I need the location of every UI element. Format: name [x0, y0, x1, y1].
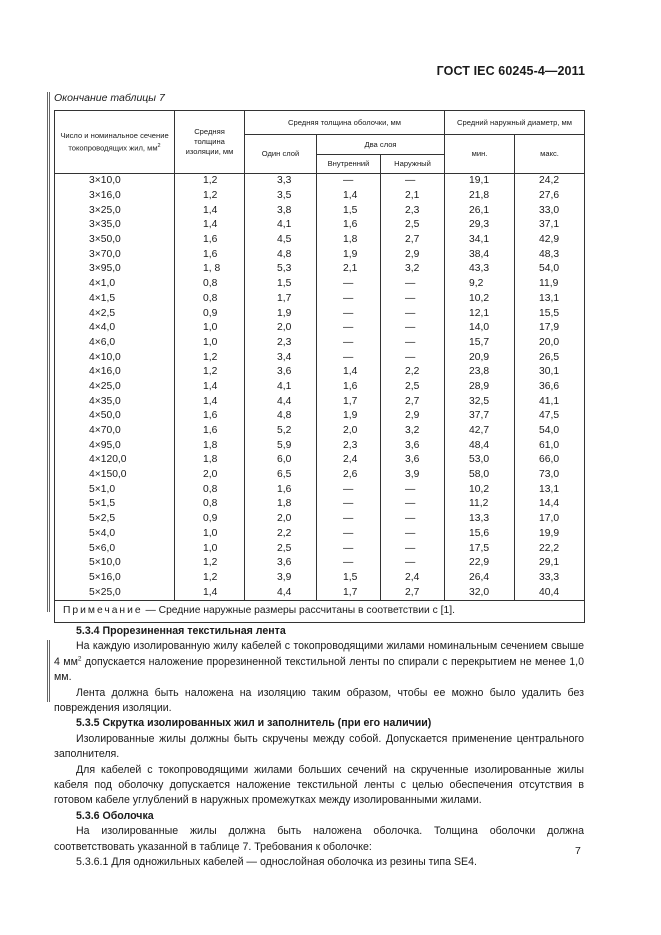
- table-cell: 3,6: [381, 453, 445, 468]
- table-cell: 3,3: [245, 174, 317, 189]
- table-cell: 13,3: [445, 512, 515, 527]
- table-cell: 37,7: [445, 409, 515, 424]
- header-max: макс.: [515, 135, 585, 174]
- table-cell: 5×4,0: [55, 527, 175, 542]
- table-row: [55, 468, 585, 483]
- table-cell: 4,5: [245, 233, 317, 248]
- table-cell: 0,8: [175, 277, 245, 292]
- table-row: [55, 189, 585, 204]
- table-cell: 66,0: [515, 453, 585, 468]
- table-cell: 13,1: [515, 292, 585, 307]
- table-row: [55, 247, 585, 262]
- table-cell: 10,2: [445, 482, 515, 497]
- table-cell: 3,9: [381, 468, 445, 483]
- table-cell: 15,7: [445, 336, 515, 351]
- table-cell: 4,4: [245, 394, 317, 409]
- table-cell: —: [381, 292, 445, 307]
- table-cell: 4×2,5: [55, 306, 175, 321]
- revision-bar: [49, 640, 50, 702]
- table-cell: 2,7: [381, 394, 445, 409]
- section-heading: 5.3.4 Прорезиненная текстильная лента: [76, 625, 286, 637]
- table-cell: 1,9: [317, 247, 381, 262]
- table-cell: 43,3: [445, 262, 515, 277]
- table-row: [55, 233, 585, 248]
- table-cell: —: [381, 527, 445, 542]
- table-cell: 2,7: [381, 233, 445, 248]
- table-cell: —: [381, 512, 445, 527]
- paragraph: Лента должна быть наложена на изоляцию таким образом, чтобы ее можно было удалить без повреждения изоляции.: [54, 686, 584, 715]
- table-cell: 3×70,0: [55, 247, 175, 262]
- table-cell: 1,4: [175, 218, 245, 233]
- table-cell: 4×50,0: [55, 409, 175, 424]
- table-row: [55, 292, 585, 307]
- table-cell: 24,2: [515, 174, 585, 189]
- sheath-dimensions-table: [54, 110, 585, 623]
- table-cell: 33,0: [515, 203, 585, 218]
- table-cell: —: [317, 321, 381, 336]
- table-cell: 26,5: [515, 350, 585, 365]
- table-cell: 27,6: [515, 189, 585, 204]
- table-cell: 19,1: [445, 174, 515, 189]
- table-cell: 5×1,5: [55, 497, 175, 512]
- table-cell: 38,4: [445, 247, 515, 262]
- table-cell: 0,8: [175, 497, 245, 512]
- table-cell: 42,9: [515, 233, 585, 248]
- table-row: [55, 527, 585, 542]
- table-cell: 4,4: [245, 585, 317, 600]
- table-cell: 41,1: [515, 394, 585, 409]
- table-cell: 1,2: [175, 350, 245, 365]
- table-row: [55, 203, 585, 218]
- header-outer: Наружный: [381, 155, 445, 174]
- table-cell: 3,5: [245, 189, 317, 204]
- table-row: [55, 174, 585, 189]
- table-cell: —: [381, 541, 445, 556]
- table-cell: 47,5: [515, 409, 585, 424]
- table-cell: 1,8: [245, 497, 317, 512]
- table-note: Примечание — Средние наружные размеры рассчитаны в соответствии с [1].: [55, 600, 585, 622]
- table-cell: 2,9: [381, 247, 445, 262]
- table-row: [55, 512, 585, 527]
- table-cell: 3×25,0: [55, 203, 175, 218]
- table-cell: 0,9: [175, 306, 245, 321]
- table-cell: 37,1: [515, 218, 585, 233]
- table-cell: 1,8: [175, 438, 245, 453]
- paragraph: На каждую изолированную жилу кабелей с токопроводящими жилами номинальным сечением свыше 4 $мм^2$ допускается наложение прорезиненной текстильной ленты по спирали с перекрытием не менее 1,0 мм.: [54, 640, 585, 684]
- table-row: [55, 409, 585, 424]
- table-cell: 4×4,0: [55, 321, 175, 336]
- table-cell: 58,0: [445, 468, 515, 483]
- table-cell: 3×35,0: [55, 218, 175, 233]
- header-two-layers: Два слоя: [317, 135, 445, 155]
- table-cell: 14,4: [515, 497, 585, 512]
- table-cell: 4×25,0: [55, 380, 175, 395]
- table-cell: —: [381, 321, 445, 336]
- table-cell: —: [317, 292, 381, 307]
- table-cell: 4,1: [245, 380, 317, 395]
- table-cell: 2,2: [381, 365, 445, 380]
- table-cell: 1,0: [175, 541, 245, 556]
- table-cell: 17,5: [445, 541, 515, 556]
- table-cell: 20,9: [445, 350, 515, 365]
- table-cell: —: [381, 497, 445, 512]
- table-cell: 5×6,0: [55, 541, 175, 556]
- table-cell: 1,8: [317, 233, 381, 248]
- table-cell: 3,8: [245, 203, 317, 218]
- table-cell: 3×10,0: [55, 174, 175, 189]
- table-cell: 20,0: [515, 336, 585, 351]
- table-cell: 1,5: [317, 571, 381, 586]
- table-cell: —: [317, 174, 381, 189]
- table-cell: 1,4: [175, 394, 245, 409]
- table-cell: 0,9: [175, 512, 245, 527]
- table-cell: —: [317, 541, 381, 556]
- table-cell: 23,8: [445, 365, 515, 380]
- table-cell: 5×25,0: [55, 585, 175, 600]
- table-cell: 1,5: [245, 277, 317, 292]
- table-row: [55, 306, 585, 321]
- paragraph: На изолированные жилы должна быть наложена оболочка. Толщина оболочки должна соответствовать указанной в таблице 7. Требования к оболочке:: [54, 825, 584, 853]
- table-cell: —: [381, 350, 445, 365]
- table-cell: 15,6: [445, 527, 515, 542]
- table-cell: 2,3: [317, 438, 381, 453]
- table-cell: 2,4: [381, 571, 445, 586]
- paragraph: 5.3.6.1 Для одножильных кабелей — однослойная оболочка из резины типа SE4.: [76, 856, 477, 869]
- table-cell: 17,0: [515, 512, 585, 527]
- table-cell: 2,7: [381, 585, 445, 600]
- table-cell: 48,3: [515, 247, 585, 262]
- table-cell: 3,6: [245, 365, 317, 380]
- table-row: [55, 453, 585, 468]
- table-cell: 15,5: [515, 306, 585, 321]
- table-cell: 40,4: [515, 585, 585, 600]
- table-cell: 11,2: [445, 497, 515, 512]
- table-cell: 6,5: [245, 468, 317, 483]
- table-row: [55, 497, 585, 512]
- table-cell: 5,2: [245, 424, 317, 439]
- table-cell: 4×6,0: [55, 336, 175, 351]
- table-cell: 1,9: [317, 409, 381, 424]
- table-cell: 26,1: [445, 203, 515, 218]
- table-cell: 29,3: [445, 218, 515, 233]
- table-cell: 5,3: [245, 262, 317, 277]
- table-cell: 0,8: [175, 292, 245, 307]
- table-row: [55, 541, 585, 556]
- table-row: [55, 585, 585, 600]
- table-cell: 1,0: [175, 321, 245, 336]
- table-row: [55, 365, 585, 380]
- table-cell: 1,7: [317, 394, 381, 409]
- table-cell: —: [317, 306, 381, 321]
- table-row: [55, 350, 585, 365]
- table-cell: 3,6: [381, 438, 445, 453]
- table-cell: 17,9: [515, 321, 585, 336]
- table-cell: 2,0: [245, 321, 317, 336]
- table-cell: 13,1: [515, 482, 585, 497]
- table-cell: 2,5: [381, 380, 445, 395]
- table-cell: 4,8: [245, 247, 317, 262]
- table-cell: 4×1,0: [55, 277, 175, 292]
- table-cell: 4×70,0: [55, 424, 175, 439]
- table-cell: 5×1,0: [55, 482, 175, 497]
- table-cell: —: [317, 482, 381, 497]
- header-min: мин.: [445, 135, 515, 174]
- table-cell: 33,3: [515, 571, 585, 586]
- table-cell: 4×35,0: [55, 394, 175, 409]
- table-cell: 54,0: [515, 424, 585, 439]
- table-cell: 1,7: [317, 585, 381, 600]
- table-cell: 10,2: [445, 292, 515, 307]
- table-cell: 2,0: [245, 512, 317, 527]
- table-cell: —: [381, 336, 445, 351]
- revision-bar: [47, 640, 48, 702]
- table-row: [55, 438, 585, 453]
- table-cell: 73,0: [515, 468, 585, 483]
- table-cell: 2,2: [245, 527, 317, 542]
- table-cell: 4×16,0: [55, 365, 175, 380]
- table-cell: 2,5: [245, 541, 317, 556]
- header-single-layer: Один слой: [245, 135, 317, 174]
- table-cell: 2,3: [245, 336, 317, 351]
- table-cell: 2,1: [317, 262, 381, 277]
- revision-bar: [49, 92, 50, 612]
- table-cell: 1,6: [175, 424, 245, 439]
- table-cell: 11,9: [515, 277, 585, 292]
- table-cell: —: [381, 174, 445, 189]
- table-row: [55, 571, 585, 586]
- table-cell: 1,8: [175, 453, 245, 468]
- table-cell: —: [317, 277, 381, 292]
- table-cell: —: [381, 306, 445, 321]
- table-cell: 4×1,5: [55, 292, 175, 307]
- table-cell: 28,9: [445, 380, 515, 395]
- section-heading: 5.3.5 Скрутка изолированных жил и заполнитель (при его наличии): [76, 717, 432, 730]
- table-cell: 1,4: [317, 365, 381, 380]
- table-row: [55, 394, 585, 409]
- table-cell: 1,6: [245, 482, 317, 497]
- table-cell: 1,4: [175, 203, 245, 218]
- table-cell: 9,2: [445, 277, 515, 292]
- table-cell: 4,1: [245, 218, 317, 233]
- table-cell: 61,0: [515, 438, 585, 453]
- table-row: [55, 218, 585, 233]
- table-row: [55, 482, 585, 497]
- revision-bar: [47, 92, 48, 612]
- table-cell: 1,7: [245, 292, 317, 307]
- table-cell: 1,6: [175, 233, 245, 248]
- table-cell: 4×150,0: [55, 468, 175, 483]
- table-cell: —: [317, 336, 381, 351]
- table-cell: 2,4: [317, 453, 381, 468]
- table-cell: 3,9: [245, 571, 317, 586]
- table-cell: 22,9: [445, 556, 515, 571]
- table-cell: 34,1: [445, 233, 515, 248]
- table-cell: 2,3: [381, 203, 445, 218]
- table-cell: 3,4: [245, 350, 317, 365]
- table-cell: 2,0: [317, 424, 381, 439]
- table-cell: —: [317, 350, 381, 365]
- table-row: [55, 424, 585, 439]
- table-cell: 6,0: [245, 453, 317, 468]
- table-cell: 3×50,0: [55, 233, 175, 248]
- table-cell: 5×10,0: [55, 556, 175, 571]
- table-cell: 1,4: [317, 189, 381, 204]
- table-cell: 42,7: [445, 424, 515, 439]
- table-cell: 19,9: [515, 527, 585, 542]
- table-cell: 3×95,0: [55, 262, 175, 277]
- table-cell: 29,1: [515, 556, 585, 571]
- table-cell: 21,8: [445, 189, 515, 204]
- table-cell: 1,4: [175, 585, 245, 600]
- table-row: [55, 556, 585, 571]
- table-cell: 53,0: [445, 453, 515, 468]
- table-cell: 32,0: [445, 585, 515, 600]
- table-cell: 30,1: [515, 365, 585, 380]
- table-cell: 1,2: [175, 571, 245, 586]
- table-cell: 1,2: [175, 556, 245, 571]
- table-cell: 3×16,0: [55, 189, 175, 204]
- table-row: [55, 380, 585, 395]
- table-cell: —: [381, 277, 445, 292]
- table-cell: 1,2: [175, 189, 245, 204]
- table-cell: 2,9: [381, 409, 445, 424]
- section-heading: 5.3.6 Оболочка: [76, 809, 154, 822]
- table-cell: 2,1: [381, 189, 445, 204]
- table-cell: 5×16,0: [55, 571, 175, 586]
- table-row: [55, 336, 585, 351]
- table-cell: 12,1: [445, 306, 515, 321]
- table-row: [55, 321, 585, 336]
- document-header: ГОСТ IEC 60245-4—2011: [436, 64, 585, 78]
- table-cell: 1,6: [317, 380, 381, 395]
- body-text: [54, 624, 584, 871]
- header-conductors: Число и номинальное сечение токопроводящих жил, $мм^2$: [55, 111, 175, 174]
- paragraph: Изолированные жилы должны быть скручены между собой. Допускается применение центрального заполнителя.: [54, 732, 584, 761]
- table-cell: 4,8: [245, 409, 317, 424]
- paragraph: Для кабелей с токопроводящими жилами больших сечений на скрученные изолированные жилы кабеля под оболочку допускается наложение текстильной ленты с целью обеспечения отсутствия в готовом кабеле углублений в наружных промежутках между изолированными жилами.: [54, 763, 584, 807]
- table-cell: 2,6: [317, 468, 381, 483]
- table-cell: 14,0: [445, 321, 515, 336]
- table-row: [55, 277, 585, 292]
- table-cell: 1,0: [175, 527, 245, 542]
- table-cell: 1,6: [175, 247, 245, 262]
- table-cell: 1,0: [175, 336, 245, 351]
- table-cell: 5×2,5: [55, 512, 175, 527]
- table-cell: 1,4: [175, 380, 245, 395]
- table-cell: 36,6: [515, 380, 585, 395]
- table-cell: 54,0: [515, 262, 585, 277]
- table-cell: 1,9: [245, 306, 317, 321]
- header-inner: Внутренний: [317, 155, 381, 174]
- page-number: 7: [575, 845, 581, 857]
- table-cell: 3,2: [381, 262, 445, 277]
- table-cell: 26,4: [445, 571, 515, 586]
- table-cell: 4×10,0: [55, 350, 175, 365]
- table-cell: 1,6: [175, 409, 245, 424]
- table-cell: 2,5: [381, 218, 445, 233]
- table-cell: 4×95,0: [55, 438, 175, 453]
- header-sheath-thickness: Средняя толщина оболочки, мм: [245, 111, 445, 135]
- table-cell: 22,2: [515, 541, 585, 556]
- table-cell: —: [381, 482, 445, 497]
- table-cell: —: [317, 556, 381, 571]
- table-cell: 1,2: [175, 174, 245, 189]
- table-cell: —: [381, 556, 445, 571]
- table-cell: —: [317, 497, 381, 512]
- table-row: [55, 262, 585, 277]
- table-cell: 2,0: [175, 468, 245, 483]
- header-outer-diameter: Средний наружный диаметр, мм: [445, 111, 585, 135]
- table-cell: 48,4: [445, 438, 515, 453]
- table-cell: —: [317, 512, 381, 527]
- table-cell: 1,6: [317, 218, 381, 233]
- table-cell: 3,2: [381, 424, 445, 439]
- table-cell: 1, 8: [175, 262, 245, 277]
- table-cell: 1,5: [317, 203, 381, 218]
- table-cell: 1,2: [175, 365, 245, 380]
- table-cell: 5,9: [245, 438, 317, 453]
- table-cell: 0,8: [175, 482, 245, 497]
- table-cell: 4×120,0: [55, 453, 175, 468]
- table-cell: 3,6: [245, 556, 317, 571]
- header-insulation: Средняя толщина изоляции, мм: [175, 111, 245, 174]
- table-caption: Окончание таблицы 7: [54, 92, 165, 104]
- table-cell: 32,5: [445, 394, 515, 409]
- table-cell: —: [317, 527, 381, 542]
